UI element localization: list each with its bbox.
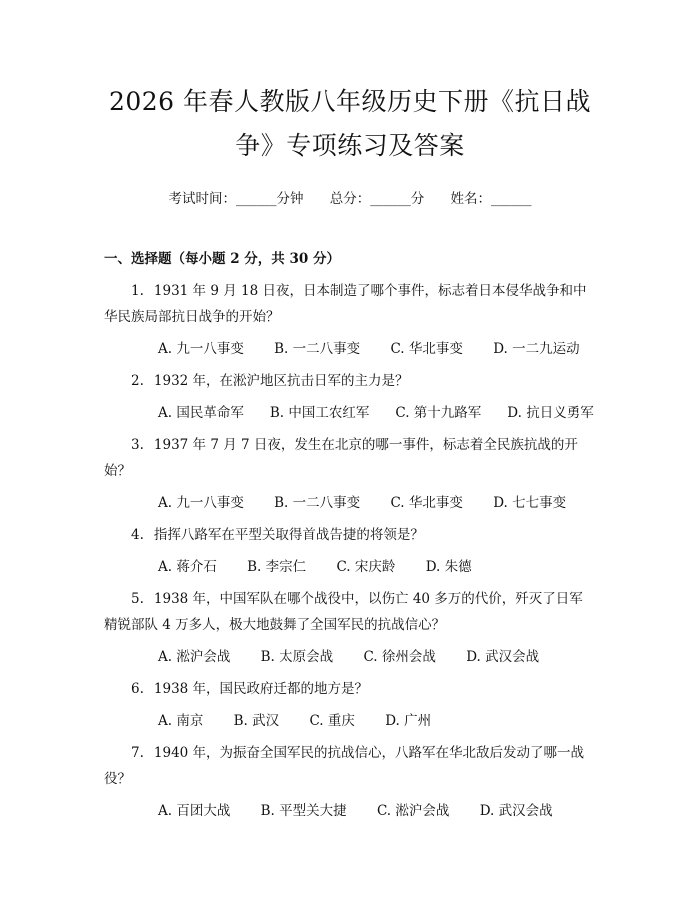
option-d: D. 一二九运动	[493, 341, 580, 357]
option-a: A. 九一八事变	[158, 495, 244, 511]
title-line-2: 争》专项练习及答案	[235, 131, 465, 160]
option-c: C. 淞沪会战	[376, 803, 450, 819]
option-b: B. 平型关大捷	[260, 803, 347, 819]
question-5	[104, 586, 596, 638]
option-b: B. 太原会战	[260, 649, 334, 665]
exam-time: 考试时间：______分钟	[168, 191, 304, 207]
title-line-1: 2026 年春人教版八年级历史下册《抗日战	[108, 87, 592, 116]
option-c: C. 徐州会战	[363, 649, 436, 665]
option-d: D. 七七事变	[493, 495, 567, 511]
option-b: B. 一二八事变	[274, 495, 361, 511]
question-number: 5.	[131, 591, 144, 607]
question-4	[104, 522, 596, 548]
exam-name: 姓名：______	[450, 191, 532, 207]
question-text: 1932 年，在淞沪地区抗击日军的主力是？	[153, 373, 409, 389]
option-a: A. 九一八事变	[158, 341, 244, 357]
question-6-options	[104, 710, 596, 732]
question-3-options	[104, 492, 596, 514]
option-d: D. 抗日义勇军	[507, 405, 594, 421]
question-5-options	[104, 646, 596, 668]
option-a: A. 国民革命军	[158, 405, 244, 421]
option-c: C. 华北事变	[390, 495, 463, 511]
question-number: 3.	[131, 437, 144, 453]
question-1-options	[104, 338, 596, 360]
option-d: D. 武汉会战	[466, 649, 540, 665]
question-7	[104, 740, 596, 792]
question-3	[104, 432, 596, 484]
section-heading: 一、选择题（每小题 2 分，共 30 分）	[104, 251, 340, 267]
question-text: 1937 年 7 月 7 日夜，发生在北京的哪一事件，标志着全民族抗战的开始？	[104, 437, 578, 479]
question-number: 4.	[131, 527, 144, 543]
option-a: A. 蒋介石	[158, 559, 217, 575]
question-text: 1940 年，为振奋全国军民的抗战信心，八路军在华北敌后发动了哪一战役？	[104, 745, 585, 787]
option-c: C. 华北事变	[390, 341, 463, 357]
option-b: B. 一二八事变	[274, 341, 361, 357]
question-number: 1.	[131, 283, 144, 299]
option-d: D. 朱德	[425, 559, 472, 575]
option-a: A. 百团大战	[158, 803, 231, 819]
question-number: 2.	[131, 373, 144, 389]
document-title	[104, 0, 596, 168]
option-b: B. 中国工农红军	[269, 405, 370, 421]
question-4-options	[104, 556, 596, 578]
option-c: C. 第十九路军	[395, 405, 482, 421]
question-2-options	[104, 402, 596, 424]
option-b: B. 李宗仁	[247, 559, 307, 575]
question-text: 1938 年，国民政府迁都的地方是？	[153, 681, 369, 697]
question-text: 1938 年，中国军队在哪个战役中，以伤亡 40 多万的代价，歼灭了日军精锐部队 4 万多人，极大地鼓舞了全国军民的抗战信心？	[104, 591, 583, 633]
option-b: B. 武汉	[233, 713, 280, 729]
question-1	[104, 278, 596, 330]
option-c: C. 宋庆龄	[336, 559, 396, 575]
question-text: 指挥八路军在平型关取得首战告捷的将领是？	[153, 527, 424, 543]
option-d: D. 武汉会战	[479, 803, 553, 819]
question-7-options	[104, 800, 596, 822]
exam-meta	[104, 188, 596, 210]
question-text: 1931 年 9 月 18 日夜，日本制造了哪个事件，标志着日本侵华战争和中华民族局部抗日战争的开始？	[104, 283, 587, 325]
question-number: 6.	[131, 681, 144, 697]
question-6	[104, 676, 596, 702]
option-c: C. 重庆	[309, 713, 355, 729]
question-2	[104, 368, 596, 394]
question-number: 7.	[131, 745, 144, 761]
option-a: A. 南京	[158, 713, 204, 729]
option-d: D. 广州	[385, 713, 432, 729]
exam-score: 总分：______分	[329, 191, 425, 207]
option-a: A. 淞沪会战	[158, 649, 231, 665]
